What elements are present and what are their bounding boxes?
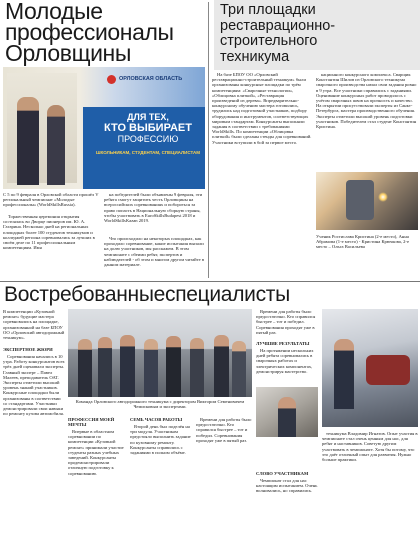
region-logo xyxy=(107,75,116,84)
workshop-photo xyxy=(322,309,418,427)
body-column-5: На протяжении нескольких дней ребята соревновались в сварочных работах и электрических компонентах, демонстрируя мастерство. xyxy=(256,348,314,374)
section-heading: ПРОФЕССИЯ МОЕЙ МЕЧТЫ xyxy=(68,417,115,428)
photo-caption: Команда Орловского автодорожного техникума с директором Виктором Семеновичем Чемисковым и экспертами. xyxy=(75,399,245,410)
bottom-article xyxy=(0,283,420,560)
body-column-2: на победителей были объявлены 9 февраля, эти ребята смогут защитить честь Орловщины на всероссийских соревнованиях и побороться за право попасть в Национальную сборную страны, чтобы участвовать в EuroSkillsBudapest 2018 и WorldSkillsKazan 2019. xyxy=(104,192,203,224)
right-article xyxy=(210,0,420,280)
intro-text: В компетенции «Кузовной ремонт» будущие мастера соревновались на площадке, организованной на базе БПОУ ОО «Орловский автодорожный техникум». xyxy=(3,309,65,341)
headline-line-3: Орловщины xyxy=(5,40,131,66)
welding-photo xyxy=(316,172,418,230)
column-divider xyxy=(208,2,209,278)
body-column-3: Что происходило на некоторых площадках, как проходило соревнование, какие испытания выпали на долю участников, мы расскажем. В этом чемпионате с обеими ребят, экспертов и наблюдателей - об этом и многом другом читайте в данном материале. xyxy=(104,236,204,268)
banner-slogan: ДЛЯ ТЕХ, КТО ВЫБИРАЕТ ПРОФЕССИЮ ШКОЛЬНИКАМ, СТУДЕНТАМ, СПЕЦИАЛИСТАМ xyxy=(96,112,200,155)
banner-region: ОРЛОВСКАЯ ОБЛАСТЬ xyxy=(119,76,183,82)
section-divider xyxy=(0,281,420,282)
section-heading: СЕМЬ ЧАСОВ РАБОТЫ xyxy=(130,417,183,422)
headline-line-2: профессионалы xyxy=(5,19,174,45)
left-article xyxy=(0,0,208,280)
team-photo xyxy=(68,309,252,397)
body-column-4: Времени для работы было предостаточно. Кто справился быстрее – тот и победил. Соревнования проходят уже в пятый раз. xyxy=(196,417,252,443)
intro-text: С 5 по 9 февраля в Орловской области прошёл V региональный чемпионат «Молодые профессионалы» (WorldSkillsRussia). xyxy=(3,192,99,208)
body-column-2: кационного конкурсного комплекса. Сварщик Константин Шилов из Орловского техникума сварочного производства начал свои задания ровно в 9 утра. Все участники справились с заданиями. Оценивание конкурсных работ проводилось с учётом сварочных швов на прочность и качество. На открытии присутствовали эксперты из Санкт-Петербурга, мастера производственного обучения. Эксперты отметили высокий уровень подготовки участников. Победителем стал студент Константин Кристина. xyxy=(316,72,417,130)
headline xyxy=(5,1,205,64)
body-column-2: Впервые в областном соревновании по компетенции «Кузовной ремонт» принимали участие студенты разных учебных заведений. Конкурсанты продемонстрировали отличную подготовку к соревнованию. xyxy=(68,429,124,476)
headline: Востребованныеспециалисты xyxy=(4,283,290,306)
headline-line-1: Молодые xyxy=(5,0,103,24)
section-heading: ЛУЧШИЕ РЕЗУЛЬТАТЫ xyxy=(256,341,310,346)
section-heading: ЭКСПЕРТНОЕ ЖЮРИ xyxy=(3,347,53,352)
headline-text: Три площадки реставрационно- строительного техникума xyxy=(220,2,336,65)
photo-caption: Ученик Ростислава Кристина (2-е место), Анна Абрамова (1-е место) - Кристина Крючкова, 2-е место – Ольга Васильева xyxy=(316,234,410,250)
person-figure xyxy=(47,105,65,185)
expert-photo xyxy=(256,387,318,437)
intro-right: Времени для работы было предостаточно. Кто справился быстрее – тот и победил. Соревнования проходят уже в пятый раз. xyxy=(256,309,316,335)
body-column-3: Второй день был поделён на три модуля. Участникам предстояло выполнить задание по кузовному ремонту. Конкурсанты справились с заданиями в полном объёме. xyxy=(130,424,191,456)
body-column-1: На базе БПОУ ОО «Орловский реставрационно-строительный техникум» были организованы конкурсные площадки по трём компетенциям: «Сварочные технологии», «Облицовка плиткой», «Реставрация произведений из дерева». Впредварительно-конкурсному обучению мастера готовились, трудились над подготовкой участников, подбору оборудования и инструментов, соответствующих мировым стандартам. Конкурсанты выполняли задания в соответствии с требованиями WorldSkills. По компетенции «Облицовка плиткой» были сделаны стенды для соревнований. Участники вступили в бой за первое место. xyxy=(212,72,312,145)
body-column-7: техникума Владимир Игнатов. Опыт участия в чемпионате стал очень ценным для нас, для ребят и наставников. Советую другим участвовать в чемпионате. Хотя бы потому, что это даёт отличный опыт для развития. Нужно больше практики. xyxy=(322,431,418,463)
banner-photo xyxy=(3,67,205,189)
body-column-1: Соревнования начались в 10 утра. Работу конкурсантов всех трёх дней оценивали эксперты. Главный эксперт – Павел Малеев, преподаватель ОАТ. Эксперты отметили высокий уровень знаний участников. Конкурсные площадки были организованы в соответствии со стандартами. Участники демонстрировали свои навыки по ремонту кузова автомобиля. xyxy=(3,354,65,417)
section-heading: СЛОВО УЧАСТНИКАМ xyxy=(256,471,309,476)
person-figure xyxy=(17,97,39,185)
body-column-6: Чемпионат стал для нас настоящим испытанием. Очень волновались, но справились. xyxy=(256,478,318,494)
body-column-1: Торжественная церемония открытия состоялась во Дворце пионеров им. Ю. А. Гагарина. Несколько дней на региональных площадках более 100 студентов техникумов и колледжей региона соревновались за лучших в своём деле по 11 профессиональным компетенциям. Имя xyxy=(3,214,95,251)
